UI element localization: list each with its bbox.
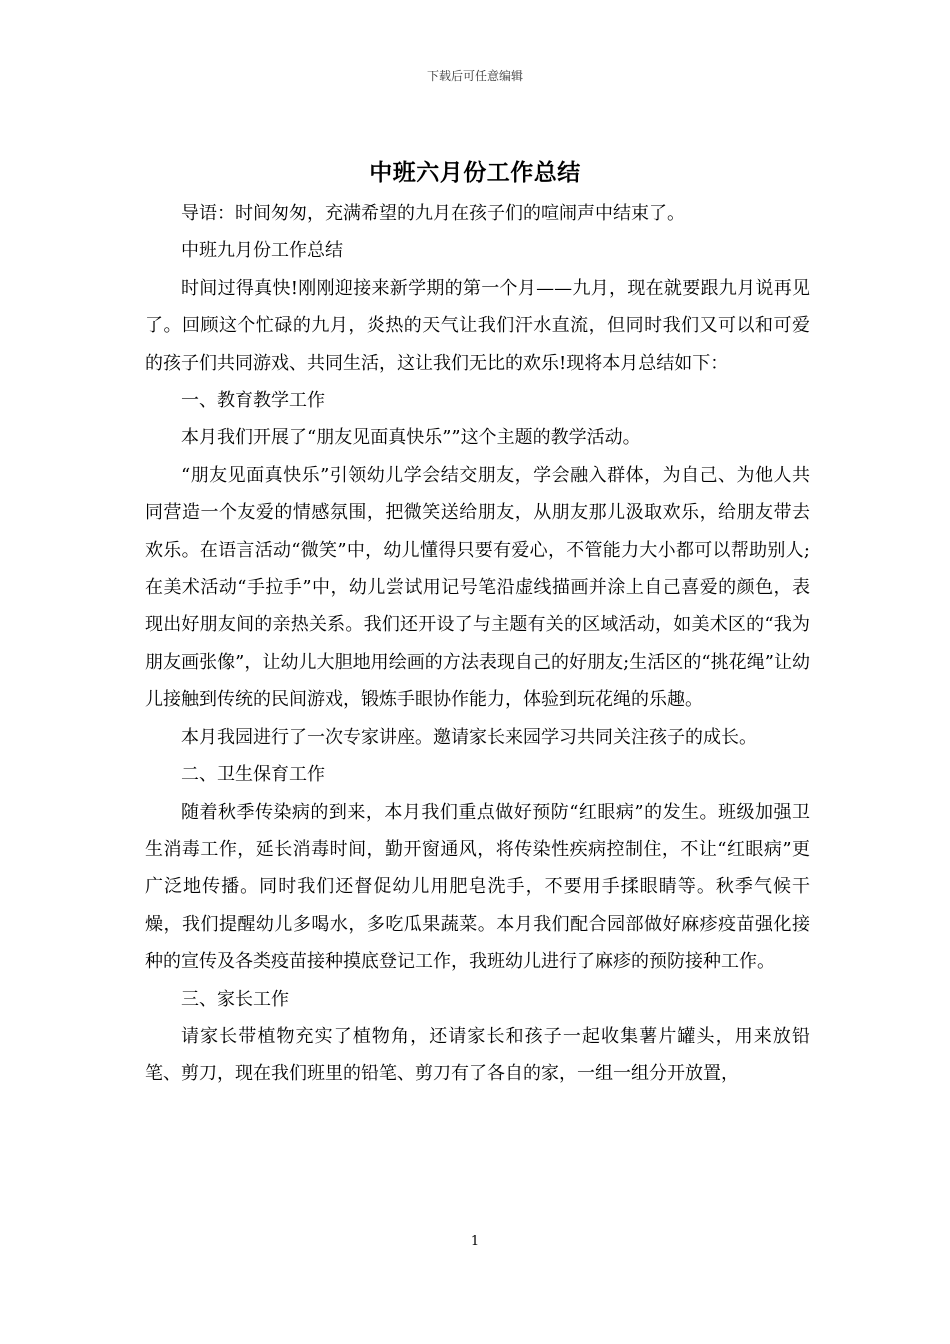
parents-paragraph: 请家长带植物充实了植物角，还请家长和孩子一起收集薯片罐头，用来放铅笔、剪刀，现在我们班里的铅笔、剪刀有了各自的家，一组一组分开放置，: [145, 1025, 810, 1085]
section-heading-parents: 三、家长工作: [181, 988, 289, 1010]
subtitle-paragraph: 中班九月份工作总结: [181, 240, 343, 262]
intro-paragraph: 导语：时间匆匆，充满希望的九月在孩子们的喧闹声中结束了。: [181, 203, 685, 224]
header-note: 下载后可任意编辑: [426, 69, 523, 83]
theme-paragraph: 本月我们开展了“朋友见面真快乐””这个主题的教学活动。: [181, 427, 641, 449]
document-title: 中班六月份工作总结: [369, 159, 581, 186]
section-heading-education: 一、教育教学工作: [181, 390, 325, 412]
theme-detail-paragraph: “朋友见面真快乐”引领幼儿学会结交朋友，学会融入群体，为自己、为他人共同营造一个友爱的情感氛围，把微笑送给朋友，从朋友那儿汲取欢乐，给朋友带去欢乐。在语言活动“微笑”中，幼儿懂得只要有爱心，不管能力大小都可以帮助别人;在美术活动“手拉手”中，幼儿尝试用记号笔沿虚线描画并涂上自己喜爱的颜色，表现出好朋友间的亲热关系。我们还开设了与主题有关的区域活动，如美术区的“我为朋友画张像”，让幼儿大胆地用绘画的方法表现自己的好朋友;生活区的“挑花绳”让幼儿接触到传统的民间游戏，锻炼手眼协作能力，体验到玩花绳的乐趣。: [145, 464, 810, 711]
hygiene-paragraph: 随着秋季传染病的到来，本月我们重点做好预防“红眼病”的发生。班级加强卫生消毒工作，延长消毒时间，勤开窗通风，将传染性疾病控制住，不让“红眼病”更广泛地传播。同时我们还督促幼儿用肥皂洗手，不要用手揉眼睛等。秋季气候干燥，我们提醒幼儿多喝水，多吃瓜果蔬菜。本月我们配合园部做好麻疹疫苗强化接种的宣传及各类疫苗接种摸底登记工作，我班幼儿进行了麻疹的预防接种工作。: [145, 801, 810, 973]
lecture-paragraph: 本月我园进行了一次专家讲座。邀请家长来园学习共同关注孩子的成长。: [181, 726, 757, 748]
document-body: [145, 195, 810, 1093]
page-number: 1: [470, 1234, 480, 1249]
section-heading-hygiene: 二、卫生保育工作: [181, 764, 325, 786]
opening-paragraph: 时间过得真快!刚刚迎接来新学期的第一个月——九月，现在就要跟九月说再见了。回顾这个忙碌的九月，炎热的天气让我们汗水直流，但同时我们又可以和可爱的孩子们共同游戏、共同生活，这让我们无比的欢乐!现将本月总结如下：: [145, 277, 810, 374]
